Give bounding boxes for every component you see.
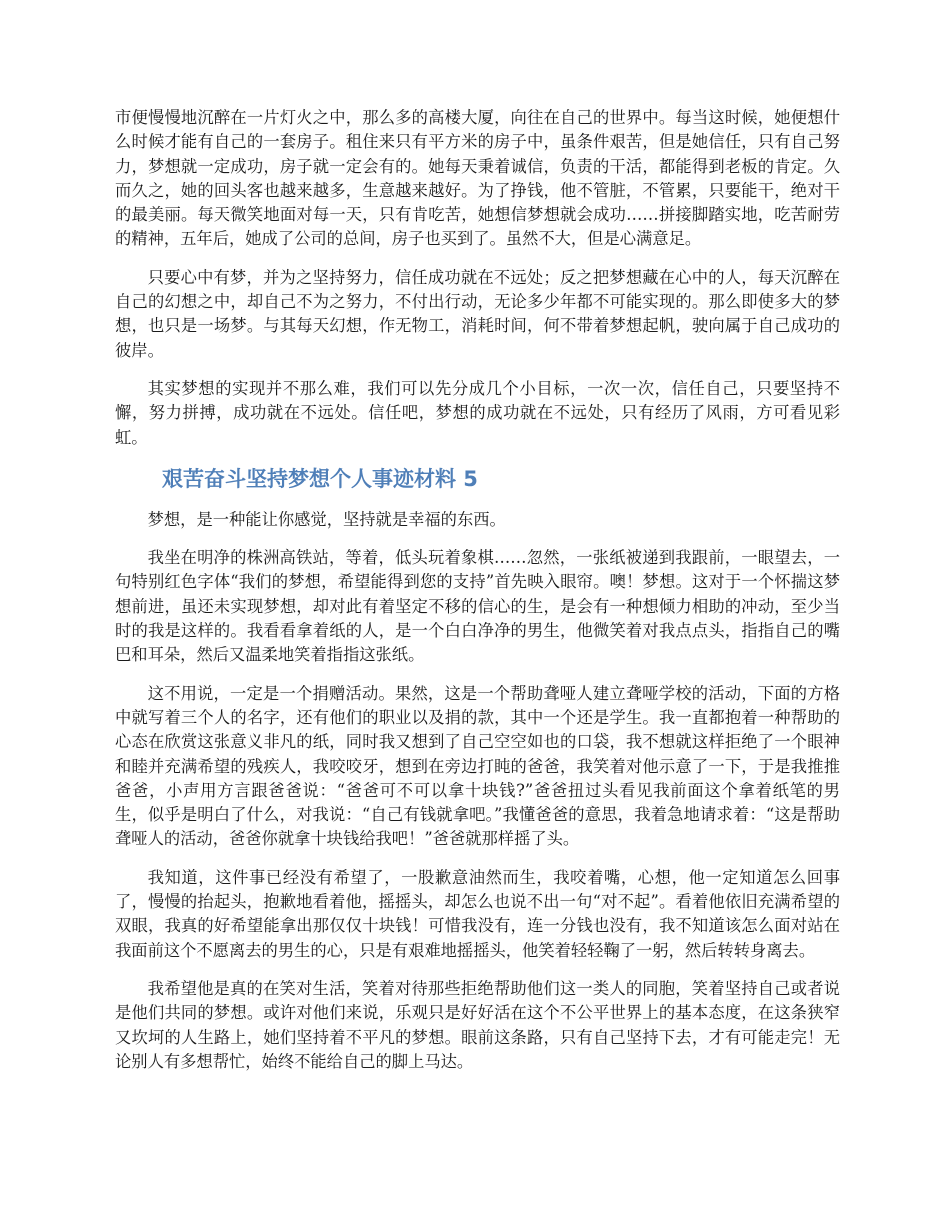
document-page [115, 106, 840, 1088]
paragraph-4: 梦想，是一种能让你感觉，坚持就是幸福的东西。 [147, 509, 506, 529]
paragraph-8: 我希望他是真的在笑对生活，笑着对待那些拒绝帮助他们这一类人的同胞，笑着坚持自己或者说是他们共同的梦想。或许对他们来说，乐观只是好好活在这个不公平世界上的基本态度，在这条狭窄又坎坷的人生路上，她们坚持着不平凡的梦想。眼前这条路，只有自己坚持下去，才有可能走完！无论别人有多想帮忙，始终不能给自己的脚上马达。 [115, 978, 840, 1071]
paragraph-6: 这不用说，一定是一个捐赠活动。果然，这是一个帮助聋哑人建立聋哑学校的活动，下面的方格中就写着三个人的名字，还有他们的职业以及捐的款，其中一个还是学生。我一直都抱着一种帮助的心态在欣赏这张意义非凡的纸，同时我又想到了自己空空如也的口袋，我不想就这样拒绝了一个眼神和睦并充满希望的残疾人，我咬咬牙，想到在旁边打盹的爸爸，我笑着对他示意了一下，于是我推推爸爸，小声用方言跟爸爸说：“爸爸可不可以拿十块钱?”爸爸扭过头看见我前面这个拿着纸笔的男生，似乎是明白了什么，对我说：“自己有钱就拿吧。”我懂爸爸的意思，我着急地请求着：“这是帮助聋哑人的活动，爸爸你就拿十块钱给我吧！”爸爸就那样摇了头。 [115, 683, 840, 849]
section-title: 艰苦奋斗坚持梦想个人事迹材料 5 [162, 466, 478, 491]
paragraph-5: 我坐在明净的株洲高铁站，等着，低头玩着象棋……忽然，一张纸被递到我跟前，一眼望去，一句特别红色字体“我们的梦想，希望能得到您的支持”首先映入眼帘。噢！梦想。这对于一个怀揣这梦想前进，虽还未实现梦想，却对此有着坚定不移的信心的生，是会有一种想倾力相助的冲动，至少当时的我是这样的。我看看拿着纸的人，是一个白白净净的男生，他微笑着对我点点头，指指自己的嘴巴和耳朵，然后又温柔地笑着指指这张纸。 [115, 548, 840, 665]
paragraph-1: 市便慢慢地沉醉在一片灯火之中，那么多的高楼大厦，向往在自己的世界中。每当这时候，她便想什么时候才能有自己的一套房子。租住来只有平方米的房子中，虽条件艰苦，但是她信任，只有自己努力，梦想就一定成功，房子就一定会有的。她每天秉着诚信，负责的干活，都能得到老板的肯定。久而久之，她的回头客也越来越多，生意越来越好。为了挣钱，他不管脏，不管累，只要能干，绝对干的最美丽。每天微笑地面对每一天，只有肯吃苦，她想信梦想就会成功……拼接脚踏实地，吃苦耐劳的精神，五年后，她成了公司的总间，房子也买到了。虽然不大，但是心满意足。 [115, 108, 840, 249]
paragraph-3: 其实梦想的实现并不那么难，我们可以先分成几个小目标，一次一次，信任自己，只要坚持不懈，努力拼搏，成功就在不远处。信任吧，梦想的成功就在不远处，只有经历了风雨，方可看见彩虹。 [115, 378, 840, 447]
paragraph-2: 只要心中有梦，并为之坚持努力，信任成功就在不远处；反之把梦想藏在心中的人，每天沉醉在自己的幻想之中，却自己不为之努力，不付出行动，无论多少年都不可能实现的。那么即使多大的梦想，也只是一场梦。与其每天幻想，作无物工，消耗时间，何不带着梦想起帆，驶向属于自己成功的彼岸。 [115, 267, 840, 360]
paragraph-7: 我知道，这件事已经没有希望了，一股歉意油然而生，我咬着嘴，心想，他一定知道怎么回事了，慢慢的抬起头，抱歉地看着他，摇摇头，却怎么也说不出一句“对不起”。看着他依旧充满希望的双眼，我真的好希望能拿出那仅仅十块钱！可惜我没有，连一分钱也没有，我不知道该怎么面对站在我面前这个不愿离去的男生的心，只是有艰难地摇摇头，他笑着轻轻鞠了一躬，然后转转身离去。 [115, 867, 840, 960]
